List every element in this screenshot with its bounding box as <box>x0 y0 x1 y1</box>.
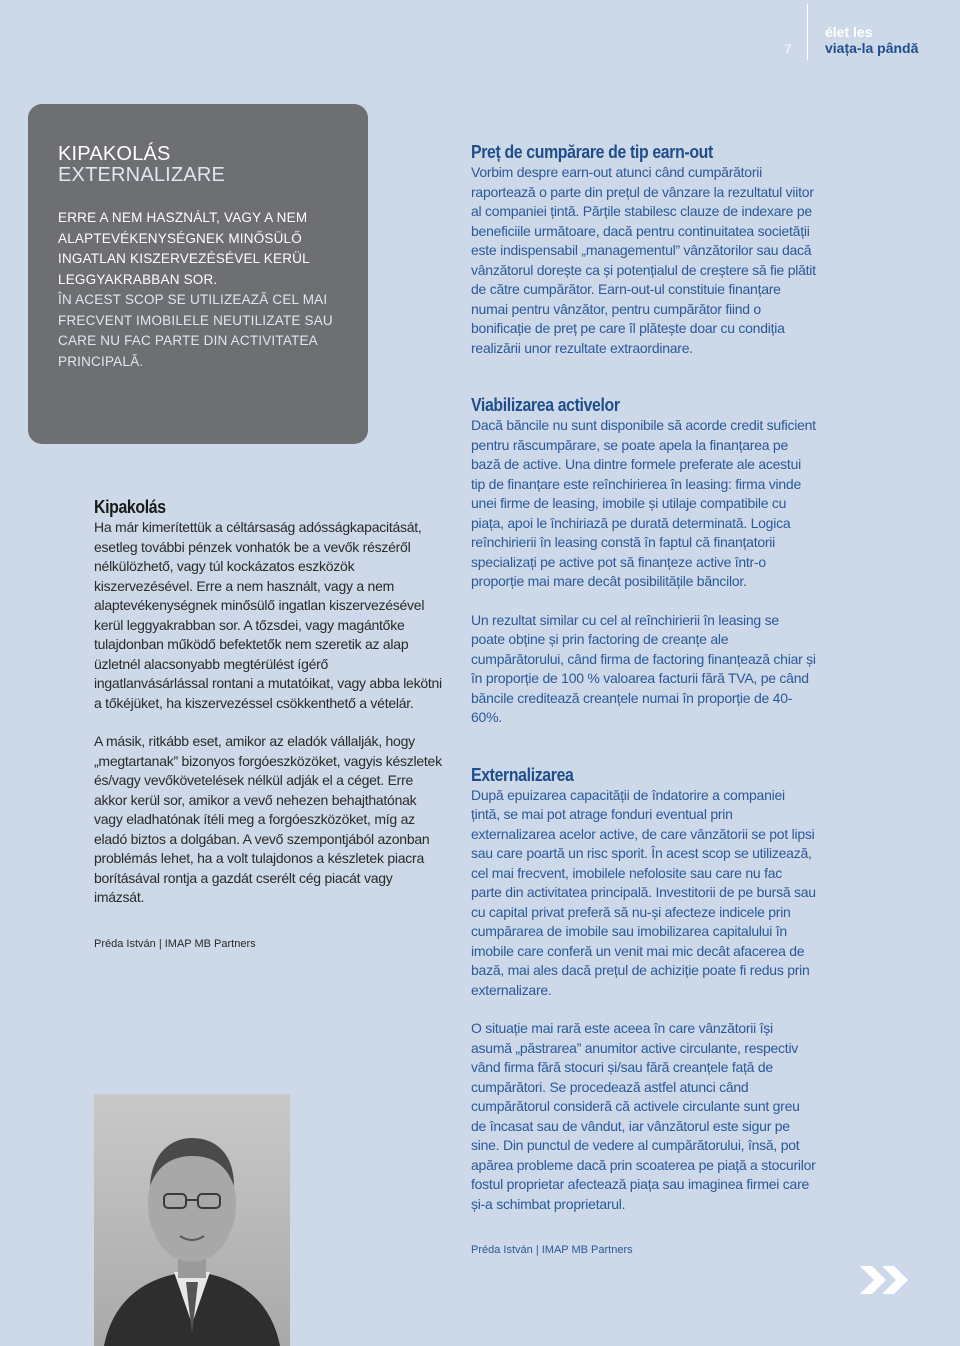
section-heading: Preț de cumpărare de tip earn-out <box>471 142 713 162</box>
section-heading: Kipakolás <box>94 497 166 517</box>
header-title-hu: élet les <box>825 24 873 40</box>
header-title-ro: viața-la pândă <box>825 40 919 56</box>
callout-text-hu: ERRE A NEM HASZNÁLT, VAGY A NEM ALAPTEVÉKENYSÉGNEK MINŐSÜLŐ INGATLAN KISZERVEZÉSÉVEL KERÜL LEGGYAKRABBAN SOR. <box>58 210 310 287</box>
callout-title-ro: EXTERNALIZARE <box>58 164 226 186</box>
paragraph: O situație mai rară este aceea în care vânzătorii își asumă „păstrarea” anumitor active circulante, respectiv vând firma fără stocuri și/sau fără creanțele față de cumpărători. Se procedează astfel atunci când cumpărătorul consideră că activele circulante sunt greu de încasat sau de vândut, iar vânzătorul este sigur pe sine. Din punctul de vedere al cumpărătorului, însă, pot apărea probleme dacă prin scoaterea pe piață a stocurilor fostul proprietar afectează piața sau imaginea firmei care și-a schimbat proprietarul. <box>471 1020 816 1212</box>
left-article <box>94 496 442 950</box>
portrait-photo <box>94 1094 290 1346</box>
author-credit: Préda István | IMAP MB Partners <box>94 937 256 950</box>
right-article <box>471 141 816 1256</box>
paragraph: Un rezultat similar cu cel al reînchirierii în leasing se poate obține și prin factoring de creanțe ale cumpărătorului, când firma de factoring finanțează chiar și în proporție de 100 % valoarea facturii fără TVA, pe când băncile creditează creanțele numai în proporție de 40-60%. <box>471 611 816 725</box>
double-chevron-right-icon <box>858 1264 914 1296</box>
page-number: 7 <box>784 42 792 56</box>
paragraph: După epuizarea capacității de îndatorire a companiei țintă, se mai pot atrage fonduri eventual prin externalizarea acelor active, de care vânzătorii se pot lipsi sau care poartă un risc sporit. În acest scop se utilizează, cel mai frecvent, imobilele nefolosite sau care nu fac parte din activitatea principală. Investitorii de pe bursă sau cu capital privat preferă să nu-și afecteze indicele prin cumpărarea de imobile sau imobilizarea capitalului în imobile care conferă un venit mai mic decât afacerea de bază, mai ales dacă prețul de achiziție poate fi redus prin externalizare. <box>471 786 816 998</box>
callout-box <box>28 104 368 444</box>
person-portrait-icon <box>94 1094 290 1346</box>
callout-text-ro: ÎN ACEST SCOP SE UTILIZEAZĂ CEL MAI FRECVENT IMOBILELE NEUTILIZATE SAU CARE NU FAC PARTE DIN ACTIVITATEA PRINCIPALĂ. <box>58 292 333 369</box>
callout-title <box>58 144 338 186</box>
paragraph: Vorbim despre earn-out atunci când cumpărătorii raportează o parte din prețul de vânzare la rezultatul viitor al companiei țintă. Părțile stabilesc clauze de indexare pe beneficiile următoare, dacă pentru continuitatea societății este indispensabil „managementul” vânzătorilor sau dacă vânzătorul dorește ca și potențialul de creștere să fie plătit de către cumpărător. Earn-out-ul constituie finanțare numai pentru vânzător, pentru cumpărător fiind o bonificație de preț pe care îl plătește doar cu condiția realizării unor rezultate extraordinare. <box>471 164 816 356</box>
paragraph: A másik, ritkább eset, amikor az eladók vállalják, hogy „megtartanak” bizonyos forgóeszközöket, vagyis készletek és/vagy vevőkövetelések nélkül adják el a céget. Erre akkor kerül sor, amikor a vevő nehezen behajthatónak vagy eladhatónak ítéli meg a forgóeszközöket, míg az eladó biztos a dolgában. A vevő szempontjából azonban problémás lehet, ha a volt tulajdonos a készletek piacra borításával rontja a gazdát cserélt cég piacát vagy imázsát. <box>94 733 442 905</box>
callout-text <box>58 208 338 372</box>
paragraph: Dacă băncile nu sunt disponibile să acorde credit suficient pentru răscumpărare, se poate apela la finanțarea pe bază de active. Una dintre formele preferate ale acestui tip de finanțare este reînchirierea în leasing: firma vinde unei firme de leasing, imobile și utilaje compatibile cu piața, apoi le închiriază pe durată determinată. Logica reînchirierii în leasing constă în faptul că finanțatorii specializați pe active pot să finanțeze active într-o proporție mai mare decât posibilitățile băncilor. <box>471 417 816 589</box>
section-heading: Externalizarea <box>471 764 574 785</box>
author-credit: Préda István | IMAP MB Partners <box>471 1244 633 1256</box>
callout-title-hu: KIPAKOLÁS <box>58 143 171 165</box>
paragraph: Ha már kimerítettük a céltársaság adósságkapacitását, esetleg további pénzek vonhatók be a vevők részéről nélkülözhető, vagy túl kockázatos eszközök kiszervezésével. Erre a nem használt, vagy a nem alaptevékenységnek minősülő ingatlan kiszervezésével kerül leggyakrabban sor. A tőzsdei, vagy magántőke tulajdonban működő befektetők nem szeretik az alap üzletnél alacsonyabb megtérülést ígérő ingatlanvásárlással rontani a mutatóikat, vagy abba lekötni a tőkéjüket, ha kiszervezéssel csökkenthető a vételár. <box>94 519 442 711</box>
section-heading: Viabilizarea activelor <box>471 395 620 415</box>
header-divider <box>807 4 808 60</box>
